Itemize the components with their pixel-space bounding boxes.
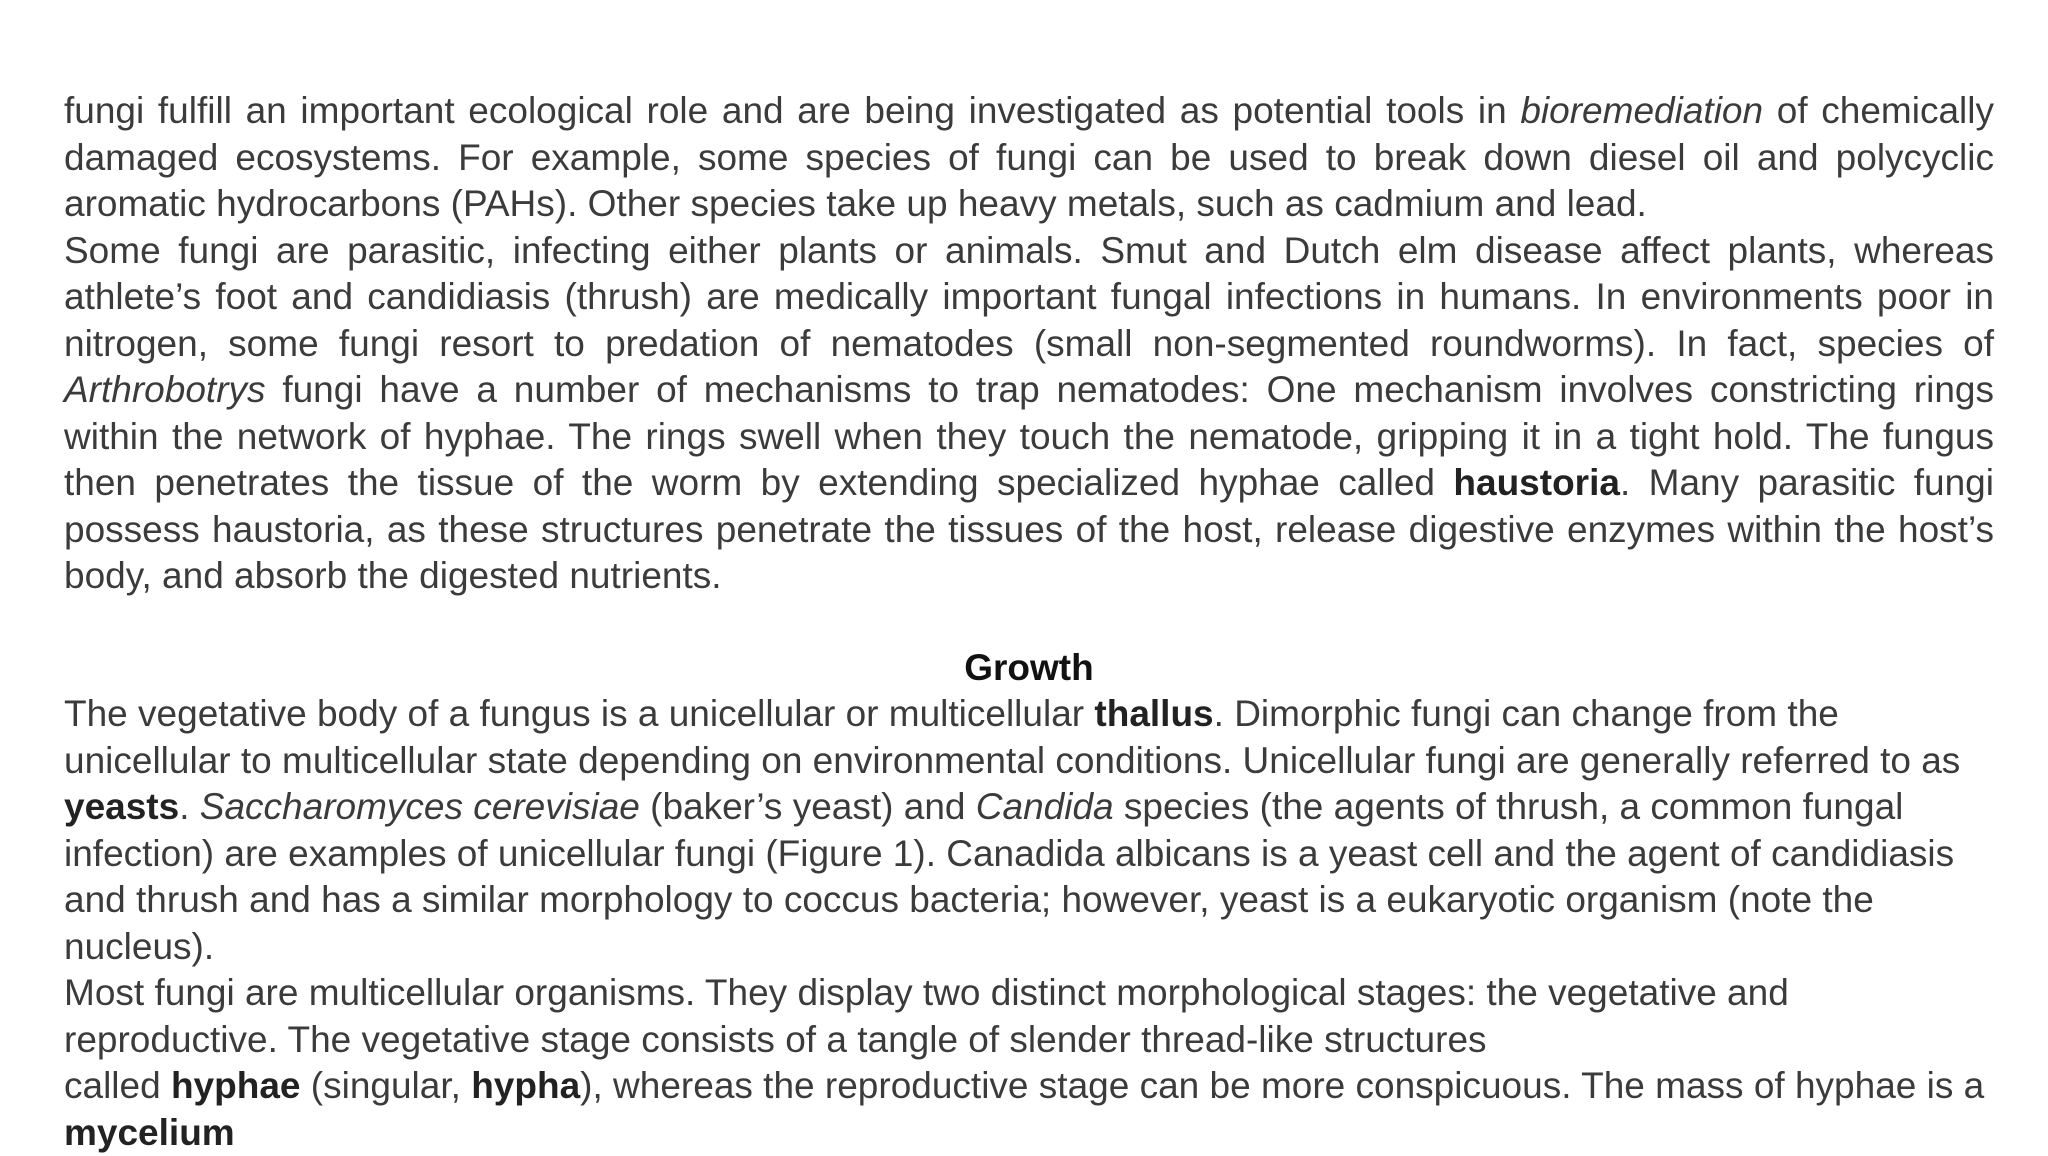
bold-term: hyphae [170, 1065, 301, 1106]
text: Some fungi are parasitic, infecting either plants or animals. Smut and Dutch elm disease affect plants, whereas athlete’s foot and candidiasis (thrush) are medically important fungal infections in humans. In environments poor in nitrogen, some fungi resort to predation of nematodes (small non-segmented roundworms). In fact, species of [64, 229, 1994, 364]
paragraph-thallus [64, 691, 1994, 970]
text: . [179, 786, 200, 827]
text: . Many parasitic fungi possess haustoria, as these structures penetrate the tissues of the host, release digestive enzymes within the host’s body, and absorb the digested nutrients. [64, 462, 1994, 596]
bold-term: thallus [1094, 693, 1214, 734]
text-line: Most fungi are multicellular organisms. They display two distinct morphological stages: the vegetative and reproductive. The vegetative stage consists of a tangle of slender thread-like structures [64, 972, 1789, 1060]
section-heading: Growth [964, 646, 1094, 688]
text: fungi have a number of mechanisms to trap nematodes: One mechanism involves constricting rings within the network of hyphae. The rings swell when they touch the nematode, gripping it in a tight hold. The fungus then penetrates the tissue of the worm by extending specialized hyphae called [64, 369, 1994, 503]
bold-term: hypha [471, 1065, 581, 1106]
italic-term: bioremediation [1520, 90, 1764, 131]
bold-term: haustoria [1453, 462, 1620, 503]
text: . Dimorphic fungi can change from the unicellular to multicellular state depending on environmental conditions. Unicellular fungi are generally referred to as [64, 693, 1961, 781]
bold-term: mycelium [64, 1111, 235, 1153]
italic-term: Candida [975, 786, 1114, 827]
paragraph-multicellular [64, 970, 1994, 1156]
italic-term: Saccharomyces cerevisiae [199, 786, 640, 827]
document-page [64, 88, 1994, 1156]
text: of chemically damaged ecosystems. For example, some species of fungi can be used to break down diesel oil and polycyclic aromatic hydrocarbons (PAHs). Other species take up heavy metals, such as cadmium and lead. [64, 90, 1994, 224]
text: called [64, 1065, 171, 1106]
paragraph-parasitic-fungi [64, 228, 1994, 600]
text: ), whereas the reproductive stage can be more conspicuous. The mass of hyphae is a [580, 1065, 1985, 1106]
text: fungi fulfill an important ecological role and are being investigated as potential tools in [64, 90, 1521, 131]
text: species (the agents of thrush, a common fungal infection) are examples of unicellular fungi (Figure 1). Canadida albicans is a yeast cell and the agent of candidiasis and thrush and has a similar morphology to coccus bacteria; however, yeast is a eukaryotic organism (note the nucleus). [64, 786, 1955, 967]
text: (baker’s yeast) and [639, 786, 976, 827]
bold-term: yeasts [64, 786, 180, 827]
text: (singular, [300, 1065, 472, 1106]
text: The vegetative body of a fungus is a unicellular or multicellular [64, 693, 1095, 734]
italic-term: Arthrobotrys [64, 369, 266, 410]
paragraph-bioremediation [64, 88, 1994, 228]
